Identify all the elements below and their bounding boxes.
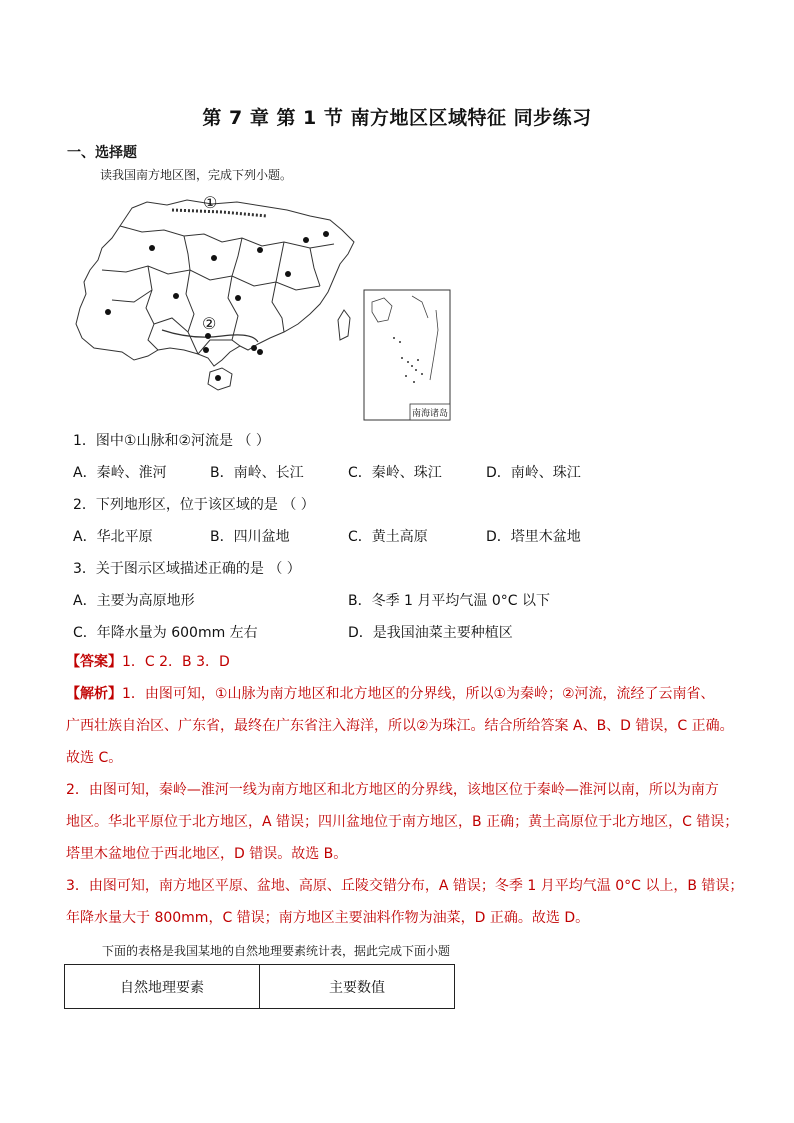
q2-option-b: B．四川盆地 — [210, 529, 290, 545]
map-inset-label: 南海诸岛 — [412, 409, 449, 419]
answer-line — [66, 646, 230, 678]
q1-option-c: C．秦岭、珠江 — [348, 465, 442, 481]
map-marker-2: ② — [202, 314, 217, 333]
table-header-cell: 自然地理要素 — [65, 965, 260, 1009]
answer-text: 1．C 2．B 3．D — [122, 654, 230, 670]
q2-option-d: D．塔里木盆地 — [486, 529, 581, 545]
south-china-map — [72, 190, 458, 422]
q3-option-b: B．冬季 1 月平均气温 0°C 以下 — [348, 593, 550, 609]
data-table — [64, 964, 455, 1009]
analysis-p3-line2: 年降水量大于 800mm，C 错误；南方地区主要油料作物为油菜，D 正确。故选 D。 — [66, 910, 590, 926]
question-1-stem: 1．图中①山脉和②河流是 （ ） — [73, 433, 270, 449]
q3-option-c: C．年降水量为 600mm 左右 — [73, 625, 258, 641]
answer-label: 【答案】 — [66, 654, 122, 670]
table-intro: 下面的表格是我国某地的自然地理要素统计表，据此完成下面小题 — [102, 944, 451, 958]
analysis-p1-line3: 故选 C。 — [66, 750, 123, 766]
analysis-p3-line1: 3．由图可知，南方地区平原、盆地、高原、丘陵交错分布，A 错误；冬季 1 月平均气温 0°C 以上，B 错误； — [66, 878, 744, 894]
analysis-block — [66, 678, 746, 934]
analysis-label: 【解析】 — [66, 686, 122, 702]
analysis-p2-line1: 2．由图可知，秦岭—淮河一线为南方地区和北方地区的分界线，该地区位于秦岭—淮河以南，所以为南方 — [66, 782, 719, 798]
analysis-p1-line1: 【解析】1．由图可知，①山脉为南方地区和北方地区的分界线，所以①为秦岭；②河流，流经了云南省、 — [66, 686, 715, 702]
q1-option-b: B．南岭、长江 — [210, 465, 304, 481]
question-2-stem: 2．下列地形区，位于该区域的是 （ ） — [73, 497, 315, 513]
q3-option-d: D．是我国油菜主要种植区 — [348, 625, 513, 641]
table-header-cell: 主要数值 — [260, 965, 455, 1009]
table-header-row — [65, 965, 455, 1009]
question-intro: 读我国南方地区图，完成下列小题。 — [100, 168, 293, 182]
section-heading: 一、选择题 — [67, 145, 137, 161]
q2-option-a: A．华北平原 — [73, 529, 153, 545]
analysis-p2-line3: 塔里木盆地位于西北地区，D 错误。故选 B。 — [66, 846, 348, 862]
q1-option-a: A．秦岭、淮河 — [73, 465, 167, 481]
analysis-p1-line2: 广西壮族自治区、广东省，最终在广东省注入海洋，所以②为珠江。结合所给答案 A、B、D 错误，C 正确。 — [66, 718, 734, 734]
q1-option-d: D．南岭、珠江 — [486, 465, 581, 481]
page-title: 第 7 章 第 1 节 南方地区区域特征 同步练习 — [202, 107, 592, 129]
q2-option-c: C．黄土高原 — [348, 529, 428, 545]
map-marker-1: ① — [203, 193, 218, 212]
q3-option-a: A．主要为高原地形 — [73, 593, 195, 609]
question-3-stem: 3．关于图示区域描述正确的是 （ ） — [73, 561, 301, 577]
analysis-p2-line2: 地区。华北平原位于北方地区，A 错误；四川盆地位于南方地区，B 正确；黄土高原位于北方地区，C 错误； — [66, 814, 739, 830]
